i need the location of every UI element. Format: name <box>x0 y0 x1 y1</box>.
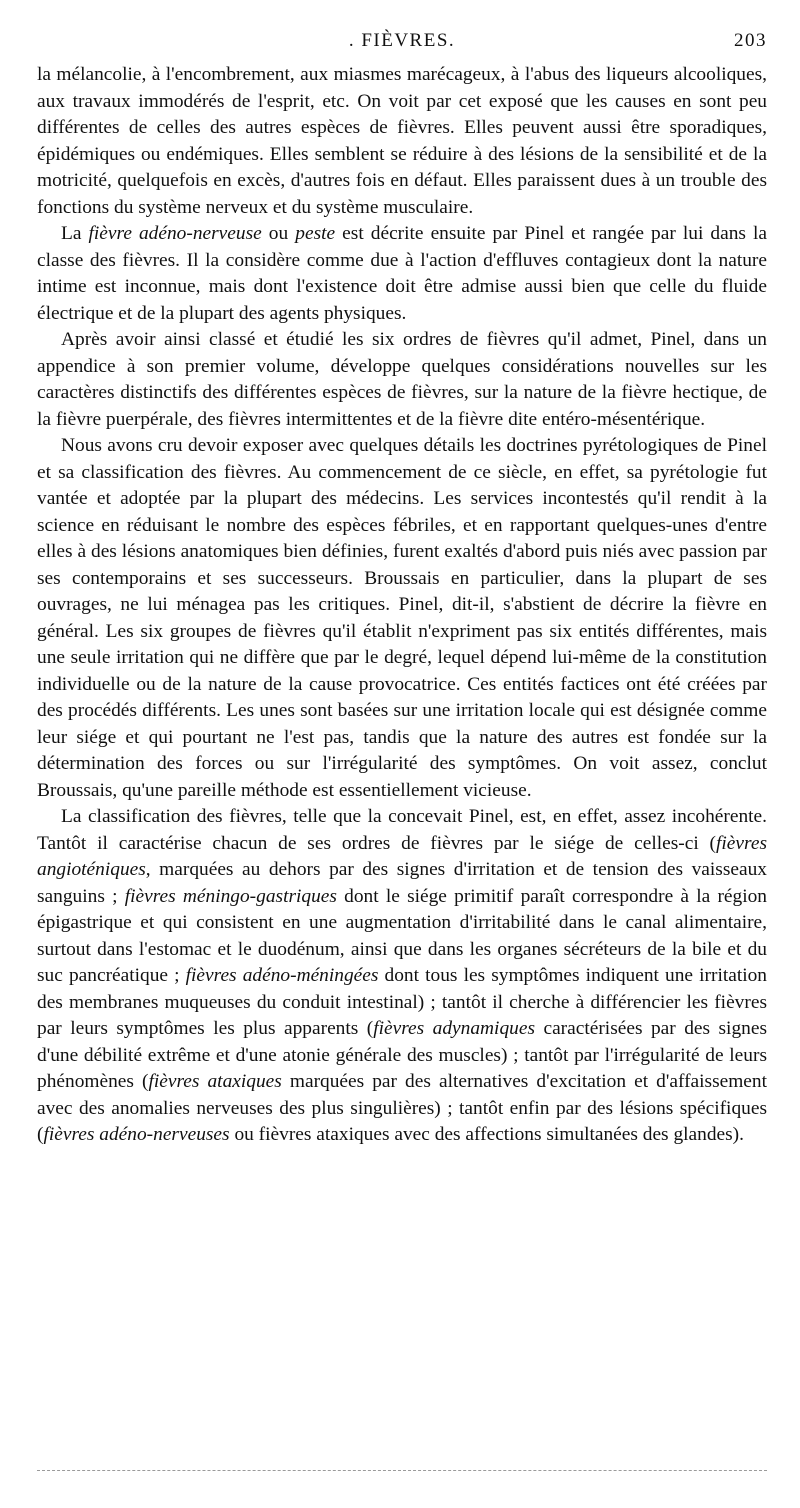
page-header <box>37 30 767 58</box>
text-segment: ou <box>261 223 296 244</box>
paragraph-1 <box>37 62 767 221</box>
text-segment: La <box>61 223 89 244</box>
running-title: . FIÈVRES. <box>348 30 456 51</box>
text-segment: dont tous les symptômes indiquent une irritation des membranes muqueuses du conduit intestinal) ; tantôt il cherche à différencier les fièvres par leurs symptômes les plus apparents ( <box>37 965 767 1039</box>
text-segment: ou fièvres ataxiques avec des affections simultanées des glandes). <box>229 1124 744 1145</box>
paragraph-5 <box>37 804 767 1149</box>
text-segment: la mélancolie, à l'encombrement, aux miasmes marécageux, à l'abus des liqueurs alcooliques, aux travaux immodérés de l'esprit, etc. On voit par cet exposé que les causes en sont peu différentes de celles des autres espèces de fièvres. Elles peuvent aussi être sporadiques, épidémiques ou endémiques. Elles semblent se réduire à des lésions de la sensibilité et de la motricité, quelquefois en excès, d'autres fois en défaut. Elles paraissent dues à un trouble des fonctions du système nerveux et du système musculaire. <box>37 64 767 218</box>
text-segment: est décrite ensuite par Pinel et rangée par lui dans la classe des fièvres. Il la considère comme due à l'action d'effluves contagieux dont la nature intime est inconnue, mais dont l'existence doit être admise aussi bien que celle du fluide électrique et de la plupart des agents physiques. <box>37 223 767 324</box>
italic-term: fièvres angioténiques <box>37 832 767 880</box>
footer-rule <box>37 1470 767 1471</box>
italic-term: fièvres ataxiques <box>148 1071 282 1092</box>
text-segment: dont le siége primitif paraît correspondre à la région épigastrique et qui consistent en une augmentation d'irritabilité dans le canal alimentaire, surtout dans l'estomac et le duodénum, ainsi que dans les organes sécréteurs de la bile et du suc pancréatique ; <box>37 885 767 986</box>
body-text <box>37 62 767 1149</box>
italic-term: fièvre adéno-nerveuse <box>88 223 262 244</box>
text-segment: La classification des fièvres, telle que la concevait Pinel, est, en effet, assez incohérente. Tantôt il caractérise chacun de ses ordres de fièvres par le siége de celles-ci ( <box>37 806 767 854</box>
text-segment: marquées par des alternatives d'excitation et d'affaissement avec des anomalies nerveuses des plus singulières) ; tantôt enfin par des lésions spécifiques ( <box>37 1071 767 1145</box>
italic-term: peste <box>295 223 336 244</box>
text-segment: caractérisées par des signes d'une débilité extrême et d'une atonie générale des muscles) ; tantôt par l'irrégularité de leurs phénomènes ( <box>37 1018 767 1092</box>
italic-term: fièvres adynamiques <box>373 1018 535 1039</box>
italic-term: fièvres adéno-nerveuses <box>43 1124 230 1145</box>
text-segment: , marquées au dehors par des signes d'irritation et de tension des vaisseaux sanguins ; <box>37 859 767 907</box>
page-number: 203 <box>734 30 767 51</box>
paragraph-4 <box>37 433 767 804</box>
paragraph-2 <box>37 221 767 327</box>
text-segment: Après avoir ainsi classé et étudié les six ordres de fièvres qu'il admet, Pinel, dans un appendice à son premier volume, développe quelques considérations nouvelles sur les caractères distinctifs des différentes espèces de fièvres, sur la nature de la fièvre hectique, de la fièvre puerpérale, des fièvres intermittentes et de la fièvre dite entéro-mésentérique. <box>37 329 767 430</box>
text-segment: Nous avons cru devoir exposer avec quelques détails les doctrines pyrétologiques de Pinel et sa classification des fièvres. Au commencement de ce siècle, en effet, sa pyrétologie fut vantée et adoptée par la plupart des médecins. Les services incontestés qu'il rendit à la science en réduisant le nombre des espèces fébriles, et en rapportant quelques-unes d'entre elles à des lésions anatomiques bien définies, furent exaltés d'abord puis niés avec passion par ses contemporains et ses successeurs. Broussais en particulier, dans la plupart de ses ouvrages, ne lui ménagea pas les critiques. Pinel, dit-il, s'abstient de décrire la fièvre en général. Les six groupes de fièvres qu'il établit n'expriment pas six entités différentes, mais une seule irritation qui ne diffère que par le degré, lequel dépend lui-même de la constitution individuelle ou de la nature de la cause provocatrice. Ces entités factices ont été créées par des procédés différents. Les unes sont basées sur une irritation locale qui est désignée comme leur siége et qui pourtant ne l'est pas, tandis que la nature des autres est fondée sur la détermination des forces ou sur l'irrégularité des symptômes. On voit assez, conclut Broussais, qu'une pareille méthode est essentiellement vicieuse. <box>37 435 767 801</box>
paragraph-3 <box>37 327 767 433</box>
italic-term: fièvres méningo-gastriques <box>124 885 337 907</box>
italic-term: fièvres adéno-méningées <box>185 965 379 986</box>
